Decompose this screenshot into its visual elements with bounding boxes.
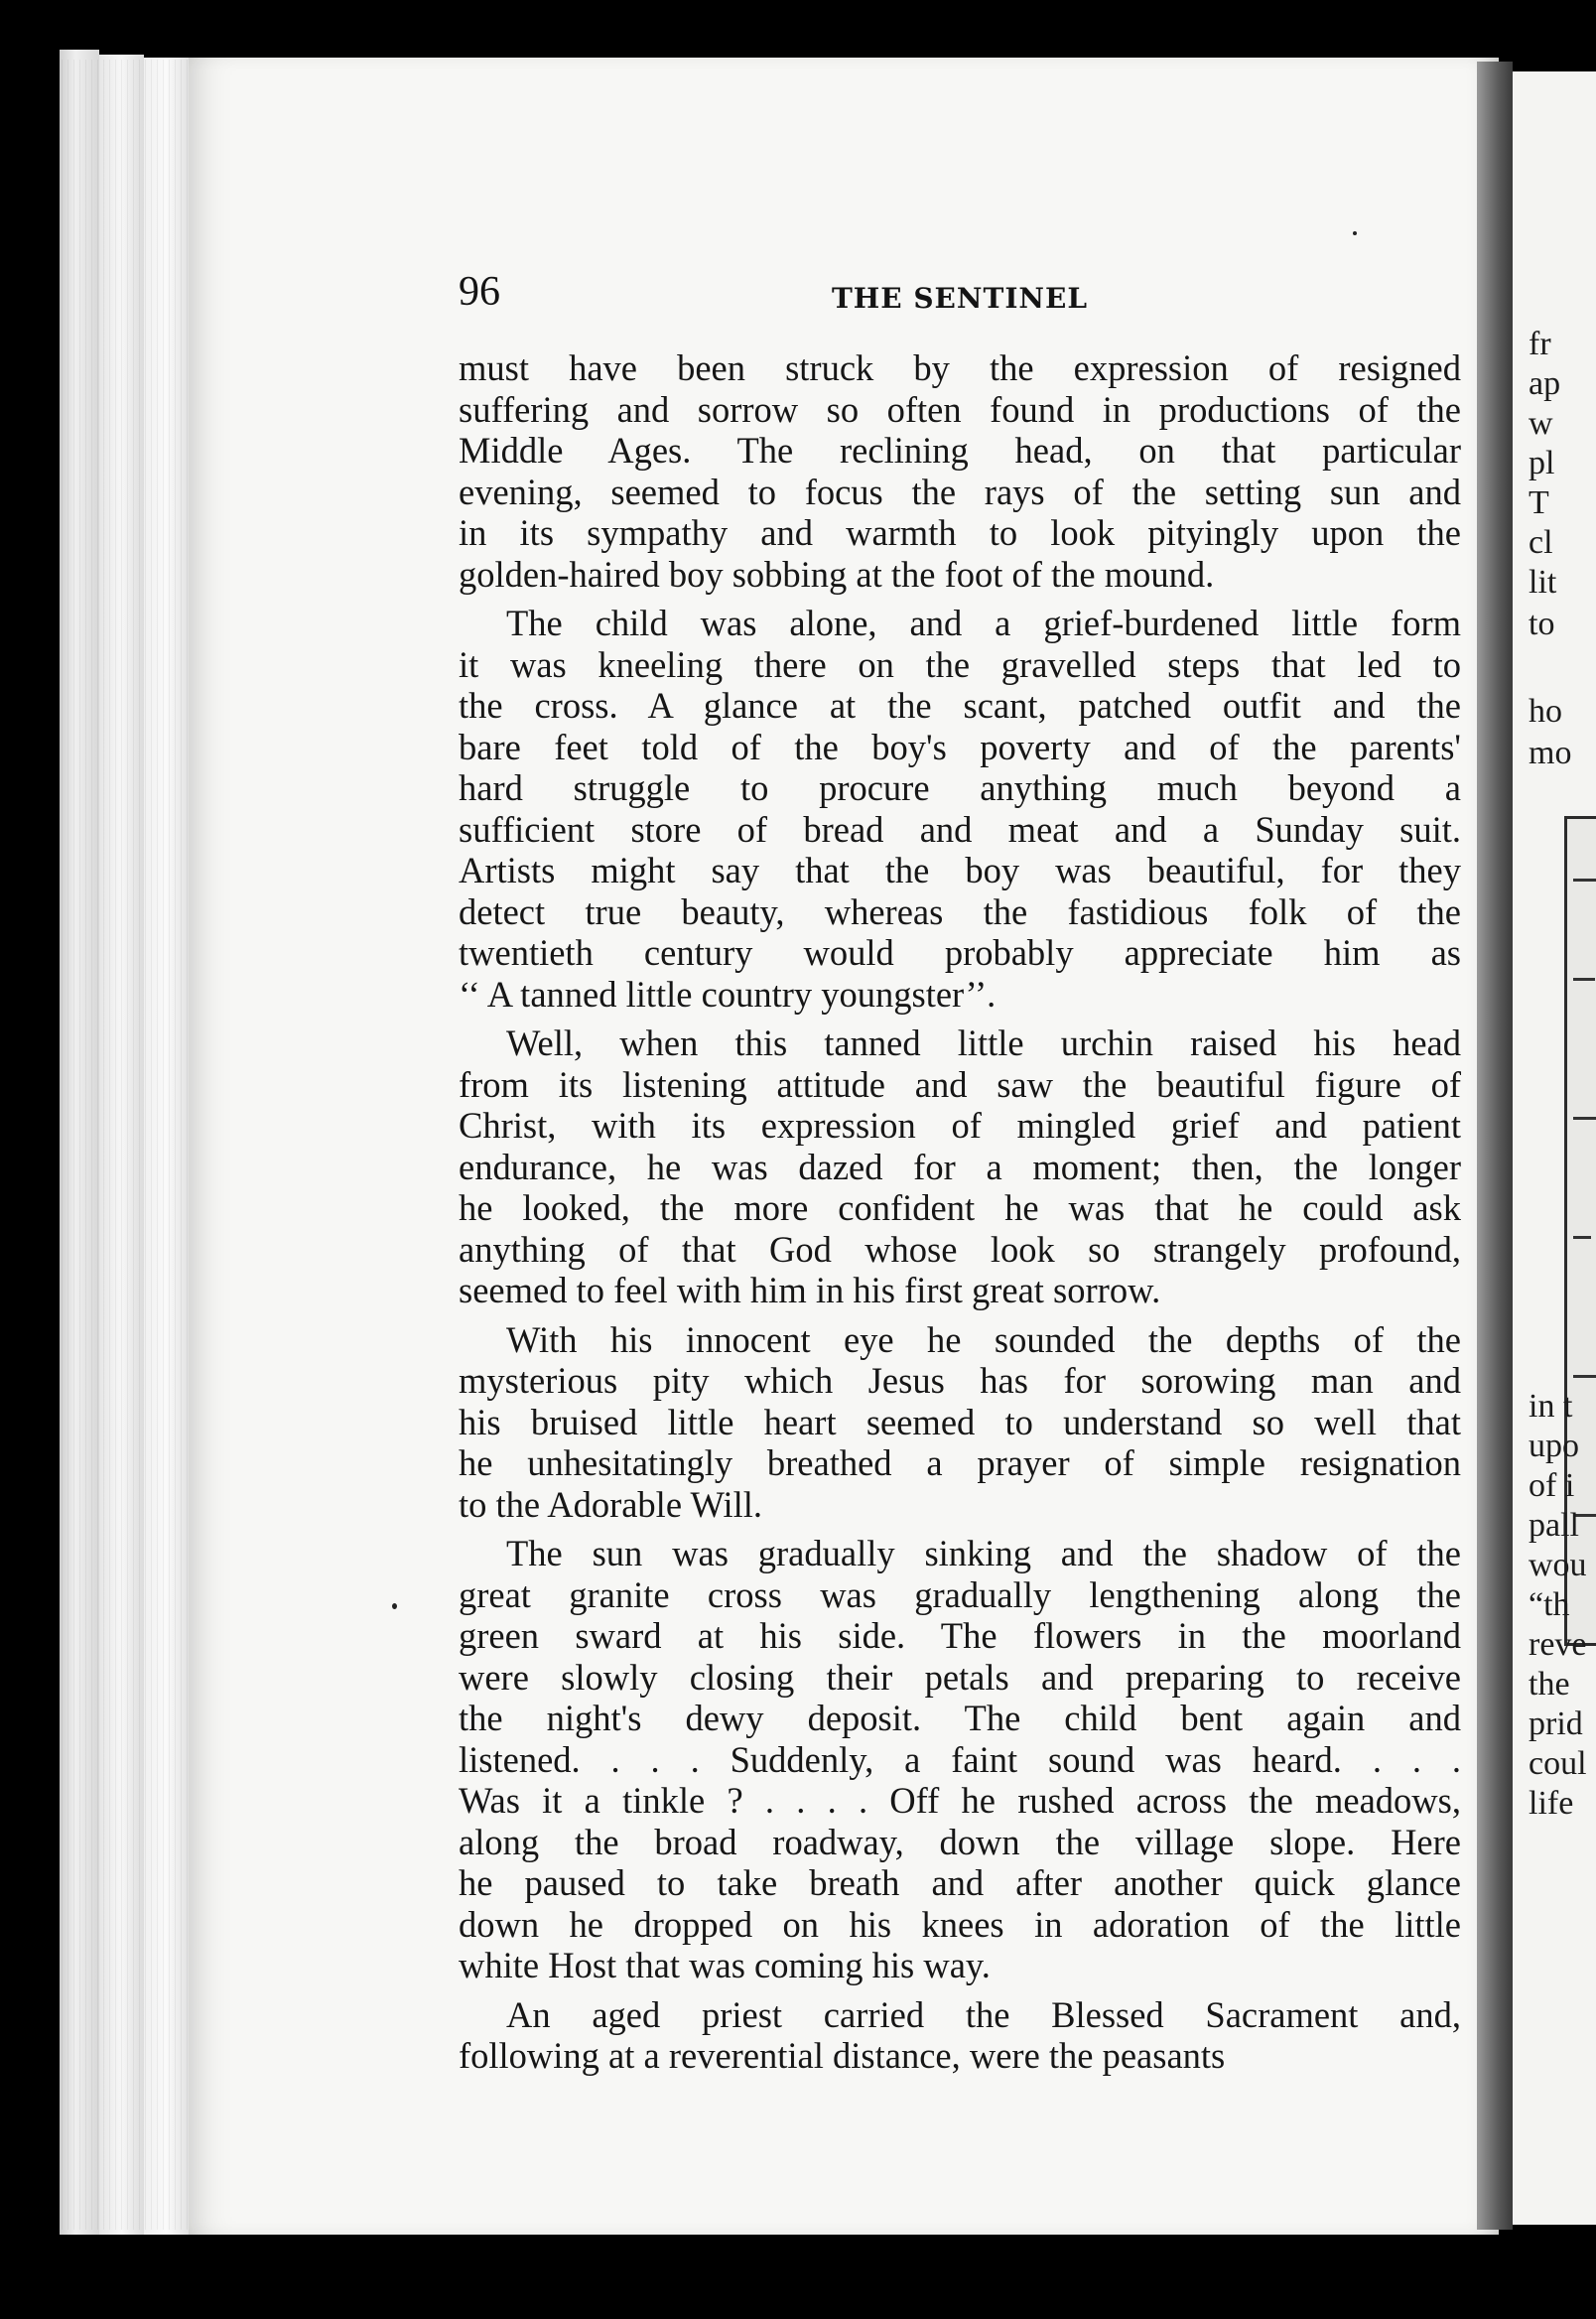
facing-page-text-fragment: lit — [1529, 564, 1557, 601]
facing-page-text-fragment: T — [1529, 484, 1549, 521]
text-line: sufficient store of bread and meat and a Sunday suit. — [459, 808, 1461, 850]
text-line: from its listening attitude and saw the beautiful figure of — [459, 1063, 1461, 1105]
facing-page-text-fragment: upo — [1529, 1428, 1579, 1464]
text-line: listened. . . . Suddenly, a faint sound was heard. . . . — [459, 1738, 1461, 1780]
facing-page-text-fragment: ap — [1529, 365, 1561, 402]
facing-page-text-fragment: mo — [1529, 735, 1572, 771]
scan-speck — [392, 1603, 397, 1609]
facing-page-text-fragment: “th — [1529, 1586, 1570, 1623]
text-line: his bruised little heart seemed to understand so well that — [459, 1401, 1461, 1442]
facing-page-text-fragment: prid — [1529, 1705, 1583, 1742]
text-line: hard struggle to procure anything much beyond a — [459, 767, 1461, 808]
text-line: great granite cross was gradually lengthening along the — [459, 1573, 1461, 1615]
text-line: bare feet told of the boy's poverty and of the parents' — [459, 726, 1461, 767]
running-head: THE SENTINEL — [831, 282, 1089, 315]
text-line: he looked, the more confident he was that he could ask — [459, 1187, 1461, 1228]
text-line: it was kneeling there on the gravelled steps that led to — [459, 643, 1461, 685]
paragraph — [459, 1319, 1461, 1526]
facing-page-text-fragment: in t — [1529, 1388, 1573, 1425]
facing-page-text-fragment: of i — [1529, 1467, 1575, 1504]
text-line: suffering and sorrow so often found in productions of the — [459, 388, 1461, 430]
book-spine — [1477, 62, 1513, 2230]
text-line: golden-haired boy sobbing at the foot of the mound. — [459, 553, 1215, 595]
facing-page-text-fragment: ho — [1529, 693, 1562, 730]
facing-page — [1513, 71, 1596, 2225]
text-line: along the broad roadway, down the village slope. Here — [459, 1821, 1461, 1862]
text-line: Christ, with its expression of mingled grief and patient — [459, 1105, 1461, 1146]
text-line: Well, when this tanned little urchin raised his head — [506, 1023, 1461, 1063]
text-line: to the Adorable Will. — [459, 1483, 763, 1525]
text-line: mysterious pity which Jesus has for sorowing man and — [459, 1360, 1461, 1401]
text-line: down he dropped on his knees in adoration of the little — [459, 1903, 1461, 1945]
text-line: detect true beauty, whereas the fastidious folk of the — [459, 890, 1461, 932]
paragraph — [459, 347, 1461, 595]
text-line: green sward at his side. The flowers in the moorland — [459, 1615, 1461, 1656]
facing-page-text-fragment: w — [1529, 405, 1553, 442]
text-line: were slowly closing their petals and preparing to receive — [459, 1656, 1461, 1698]
scan-speck — [1353, 231, 1357, 235]
text-line: With his innocent eye he sounded the depths of the — [506, 1318, 1461, 1360]
text-line: white Host that was coming his way. — [459, 1945, 991, 1985]
text-line: following at a reverential distance, were the peasants — [459, 2035, 1226, 2076]
paragraph — [459, 1023, 1461, 1311]
facing-page-text-fragment: to — [1529, 606, 1555, 642]
facing-page-text-fragment: reve — [1529, 1626, 1587, 1663]
text-line: Middle Ages. The reclining head, on that particular — [459, 430, 1461, 471]
facing-page-text-fragment: pall — [1529, 1507, 1579, 1544]
text-line: twentieth century would probably appreciate him as — [459, 932, 1461, 973]
page-body-text — [459, 347, 1461, 2085]
facing-page-text-fragment: wou — [1529, 1547, 1587, 1583]
page-edges-texture — [62, 60, 200, 2230]
text-line: must have been struck by the expression of resigned — [459, 347, 1461, 388]
text-line: The child was alone, and a grief-burdened little form — [506, 603, 1461, 643]
text-line: An aged priest carried the Blessed Sacrament and, — [506, 1993, 1461, 2035]
facing-page-text-fragment: the — [1529, 1666, 1570, 1703]
text-line: seemed to feel with him in his first great sorrow. — [459, 1270, 1161, 1310]
facing-page-text-fragment: pl — [1529, 445, 1555, 481]
text-line: anything of that God whose look so strangely profound, — [459, 1228, 1461, 1270]
text-line: the cross. A glance at the scant, patched outfit and the — [459, 685, 1461, 726]
page-number: 96 — [459, 269, 500, 315]
facing-page-text-fragment: cl — [1529, 524, 1553, 561]
facing-page-text-fragment: fr — [1529, 326, 1551, 362]
text-line: in its sympathy and warmth to look pityingly upon the — [459, 512, 1461, 553]
text-line: Artists might say that the boy was beautiful, for they — [459, 850, 1461, 890]
facing-page-text-fragment: life — [1529, 1785, 1574, 1822]
paragraph — [459, 603, 1461, 1015]
text-line: he paused to take breath and after another quick glance — [459, 1862, 1461, 1903]
text-line: ‘‘ A tanned little country youngster’’. — [459, 973, 997, 1015]
text-line: he unhesitatingly breathed a prayer of simple resignation — [459, 1442, 1461, 1483]
facing-page-text-fragment: coul — [1529, 1745, 1587, 1782]
text-line: evening, seemed to focus the rays of the setting sun and — [459, 471, 1461, 512]
text-line: endurance, he was dazed for a moment; then, the longer — [459, 1146, 1461, 1187]
text-line: the night's dewy deposit. The child bent again and — [459, 1698, 1461, 1738]
text-line: The sun was gradually sinking and the shadow of the — [506, 1533, 1461, 1573]
page-header — [459, 268, 1461, 328]
text-line: Was it a tinkle ? . . . . Off he rushed across the meadows, — [459, 1780, 1461, 1821]
paragraph — [459, 1994, 1461, 2077]
paragraph — [459, 1533, 1461, 1986]
